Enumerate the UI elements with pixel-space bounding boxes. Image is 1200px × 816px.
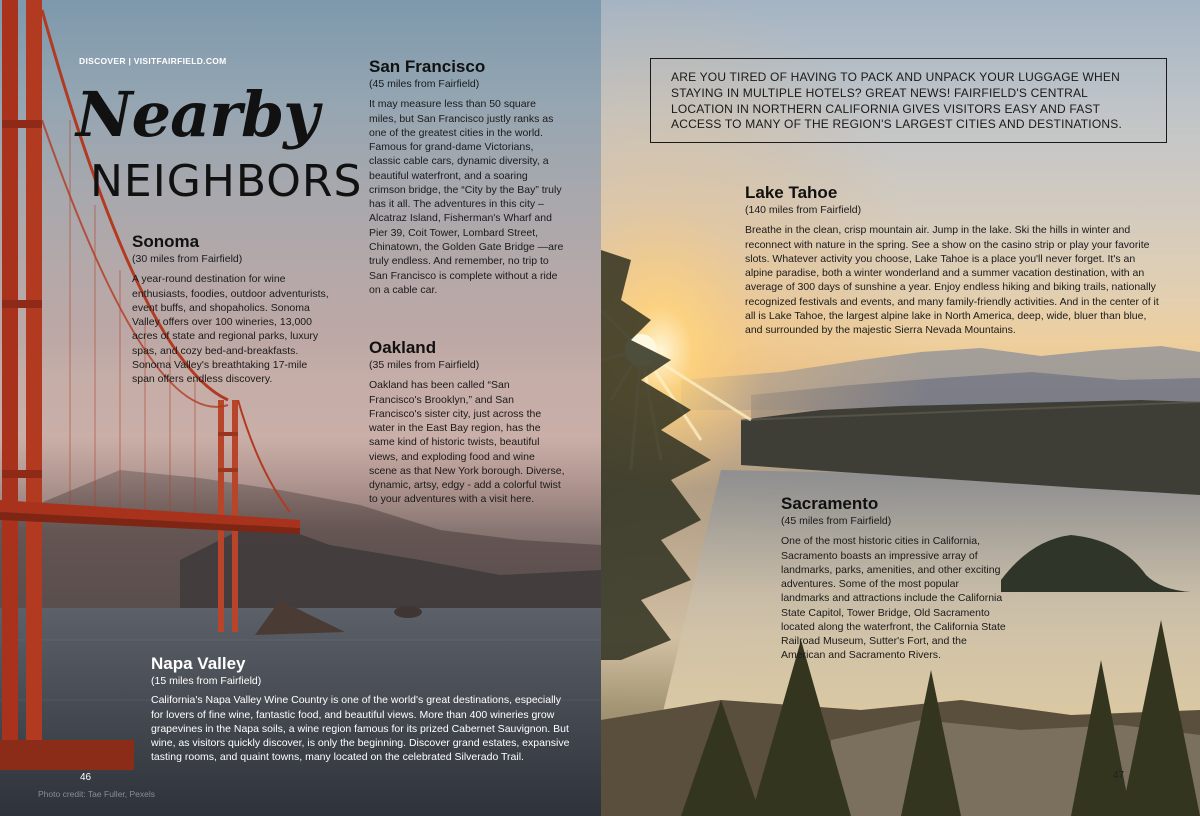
section-san-francisco: [369, 58, 565, 297]
section-title: Sonoma: [132, 232, 200, 251]
section-sacramento: [781, 495, 1006, 663]
photo-credit: Photo credit: Tae Fuller, Pexels: [38, 789, 156, 799]
section-title: Oakland: [369, 338, 437, 357]
section-body: It may measure less than 50 square miles, but San Francisco justly ranks as one of the greatest cities in the world. Famous for grand-dame Victorians, classic cable cars, dynamic diversity, a beautiful waterfront, and a soaring crimson bridge, the “City by the Bay” truly has it all. The adventures in this city – Alcatraz Island, Fisherman's Wharf and Pier 39, Coit Tower, Lombard Street, Chinatown, the Golden Gate Bridge —are truly endless. And remember, no trip to San Francisco is complete without a ride on a cable car.: [369, 98, 564, 296]
section-body: One of the most historic cities in California, Sacramento boasts an impressive array of landmarks, parks, amenities, and other exciting adventures. Some of the most popular landmarks and attractions include the California State Capitol, Tower Bridge, Old Sacramento located along the waterfront, the California State Railroad Museum, Sutter's Fort, and the American and Sacramento Rivers.: [781, 535, 1006, 662]
section-distance: (35 miles from Fairfield): [369, 358, 480, 371]
section-oakland: [369, 339, 565, 507]
section-distance: (45 miles from Fairfield): [369, 77, 480, 90]
page-number-left: 46: [80, 772, 92, 783]
section-body: California's Napa Valley Wine Country is one of the world's great destinations, especially for lovers of fine wine, fantastic food, and beautiful views. More than 400 wineries grow grapevines in the Napa soils, a wine region famous for its prized Cabernet Sauvignon. But wine, as visitors quickly discover, is only the beginning. Discover grand estates, expansive tasting rooms, and quaint towns, many located on the celebrated Silverado Trail.: [151, 694, 570, 764]
section-title: San Francisco: [369, 57, 486, 76]
section-body: A year-round destination for wine enthusiasts, foodies, outdoor adventurists, event buffs, and shopaholics. Sonoma Valley offers over 100 wineries, 13,000 acres of state and regional parks, luxury spas, and cozy bed-and-breakfasts. Sonoma Valley's breathtaking 17-mile span offers endless discovery.: [132, 273, 329, 386]
header-tag: DISCOVER | VISITFAIRFIELD.COM: [79, 56, 227, 66]
section-sonoma: [132, 233, 332, 386]
title-script: Nearby: [76, 78, 319, 151]
section-napa-valley: [151, 655, 571, 765]
section-body: Breathe in the clean, crisp mountain air. Jump in the lake. Ski the hills in winter and reconnect with nature in the spring. See a show on the casino strip or play your favorite slots. Whatever activity you choose, Lake Tahoe is a place you'll never forget. It's an alpine paradise, both a winter wonderland and a summer vacation destination, with an average of 300 days of sunshine a year. Enjoy endless hiking and biking trails, nationally recognized festivals and events, and many family-friendly activities. And in the center of it all is Lake Tahoe, the largest alpine lake in North America, deep, wide, bluer than blue, and surrounded by the majestic Sierra Nevada Mountains.: [745, 224, 1159, 337]
title-caps: NEIGHBORS: [90, 156, 363, 207]
callout-text: ARE YOU TIRED OF HAVING TO PACK AND UNPACK YOUR LUGGAGE WHEN STAYING IN MULTIPLE HOTELS? GREAT NEWS! FAIRFIELD'S CENTRAL LOCATION IN NORTHERN CALIFORNIA GIVES VISITORS EASY AND FAST ACCESS TO MANY OF THE REGION'S LARGEST CITIES AND DESTINATIONS.: [671, 70, 1122, 132]
section-distance: (140 miles from Fairfield): [745, 203, 862, 216]
section-title: Sacramento: [781, 494, 879, 513]
intro-callout: [650, 58, 1167, 143]
page-number-right: 47: [1113, 770, 1125, 781]
section-distance: (45 miles from Fairfield): [781, 514, 892, 527]
section-distance: (30 miles from Fairfield): [132, 252, 243, 265]
section-body: Oakland has been called “San Francisco's Brooklyn,” and San Francisco's sister city, just across the water in the East Bay region, has the same kind of historic twists, beautiful views, and exploding food and wine scene as that New York borough. Diverse, dynamic, artsy, edgy - add a colorful twist to your adventures with a visit here.: [369, 379, 565, 506]
section-distance: (15 miles from Fairfield): [151, 674, 262, 687]
section-lake-tahoe: [745, 184, 1165, 337]
section-title: Napa Valley: [151, 654, 246, 673]
section-title: Lake Tahoe: [745, 183, 838, 202]
